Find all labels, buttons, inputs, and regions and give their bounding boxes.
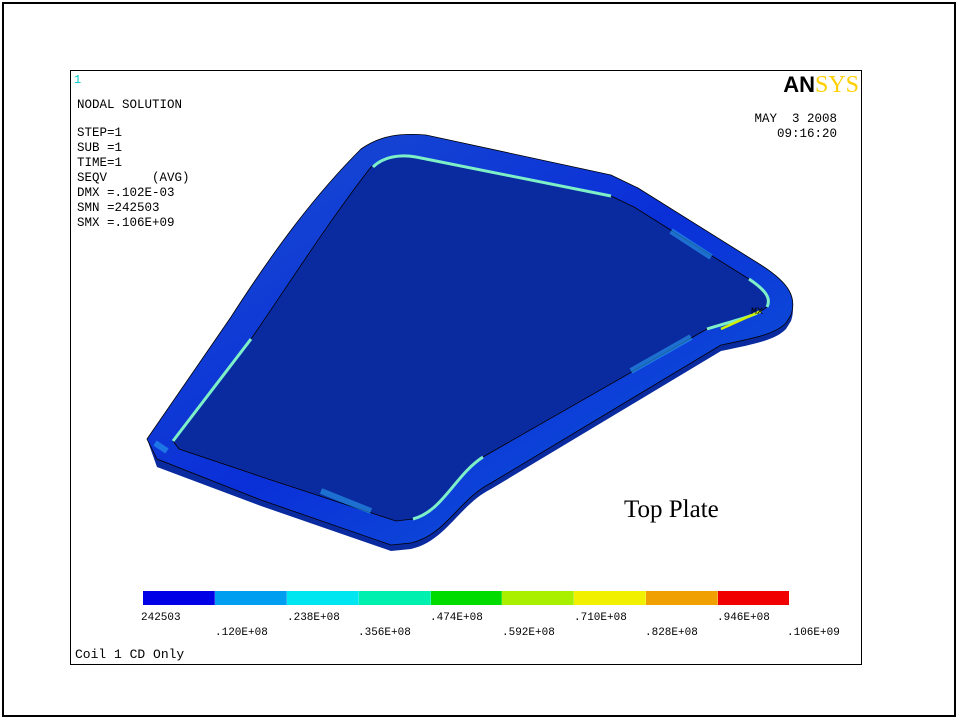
info-time: TIME=1 (77, 156, 123, 170)
info-result-type: SEQV (AVG) (77, 171, 190, 185)
max-stress-marker: MX (751, 307, 764, 318)
info-step: STEP=1 (77, 126, 123, 140)
info-dmx: DMX =.102E-03 (77, 186, 175, 200)
legend-label-6: .592E+08 (502, 627, 555, 639)
legend-swatch-8 (646, 591, 718, 605)
legend-label-2: .120E+08 (215, 627, 268, 639)
contour-legend-bar (143, 591, 789, 605)
legend-label-4: .356E+08 (358, 627, 411, 639)
legend-label-8: .828E+08 (645, 627, 698, 639)
top-plate-label: Top Plate (624, 496, 719, 523)
top-plate-model[interactable] (71, 71, 862, 665)
solution-title: NODAL SOLUTION (77, 98, 183, 112)
info-smx: SMX =.106E+09 (77, 216, 175, 230)
window-number: 1 (74, 73, 82, 87)
legend-label-7: .710E+08 (574, 612, 627, 624)
legend-label-3: .238E+08 (287, 612, 340, 624)
legend-swatch-5 (431, 591, 503, 605)
graphics-window[interactable] (70, 70, 862, 665)
legend-label-10: .106E+09 (787, 627, 840, 639)
legend-label-9: .946E+08 (717, 612, 770, 624)
info-smn: SMN =242503 (77, 201, 160, 215)
slide-frame (2, 2, 956, 717)
legend-swatch-9 (718, 591, 789, 605)
info-sub: SUB =1 (77, 141, 123, 155)
legend-swatch-3 (287, 591, 359, 605)
date-stamp: MAY 3 2008 (754, 112, 837, 126)
legend-label-5: .474E+08 (430, 612, 483, 624)
legend-swatch-7 (574, 591, 646, 605)
legend-swatch-1 (143, 591, 215, 605)
legend-swatch-2 (215, 591, 287, 605)
legend-swatch-6 (502, 591, 574, 605)
time-stamp: 09:16:20 (776, 127, 837, 141)
logo-an: AN (783, 72, 815, 97)
logo-sys: SYS (814, 72, 859, 98)
legend-label-1: 242503 (141, 612, 181, 624)
plot-caption: Coil 1 CD Only (75, 647, 185, 662)
legend-swatch-4 (359, 591, 431, 605)
